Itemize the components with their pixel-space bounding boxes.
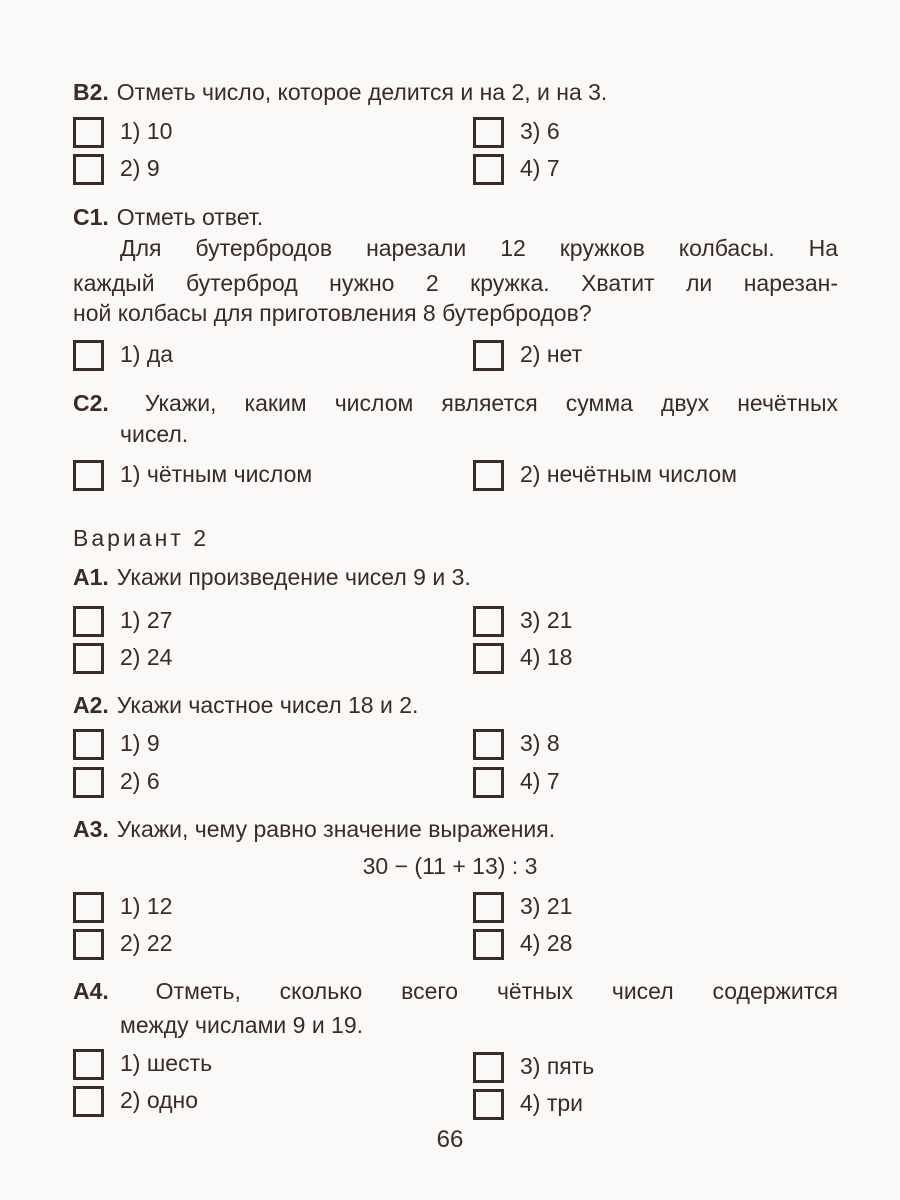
question-label: А4. [73,978,109,1004]
option-label: 3) пять [520,1053,595,1079]
option-label: 1) 27 [120,607,173,633]
checkbox-icon[interactable] [473,1052,504,1083]
checkbox-icon[interactable] [473,892,504,923]
option-label: 4) 7 [520,155,560,181]
problem-text-line: ной колбасы для приготовления 8 бутербродов? [73,300,592,326]
question-text: Укажи, чему равно значение выражения. [116,816,556,842]
checkbox-icon[interactable] [73,729,104,760]
option-label: 1) шесть [120,1050,213,1076]
checkbox-icon[interactable] [73,1086,104,1117]
checkbox-icon[interactable] [473,729,504,760]
question-a1 [73,562,471,592]
question-text-cont: чисел. [120,421,189,447]
option-label: 1) чётным числом [120,461,313,487]
question-label: А2. [73,692,109,718]
checkbox-icon[interactable] [73,643,104,674]
variant-heading: Вариант 2 [73,525,209,551]
option-label: 3) 8 [520,730,560,756]
option-label: 4) 28 [520,930,573,956]
problem-text-line: Для бутербродов нарезали 12 кружков колбасы. На [120,235,838,261]
page-number: 66 [436,1126,464,1153]
math-expression: 30 − (11 + 13) : 3 [362,853,538,879]
option-label: 1) 9 [120,730,160,756]
question-text-cont: между числами 9 и 19. [120,1012,364,1038]
checkbox-icon[interactable] [73,460,104,491]
checkbox-icon[interactable] [73,117,104,148]
question-label: В2. [73,79,109,105]
question-text: Отметь число, которое делится и на 2, и на 3. [116,79,608,105]
option-label: 2) нет [520,341,583,367]
question-label: А1. [73,564,109,590]
question-a4 [73,976,838,1006]
problem-text-line: каждый бутерброд нужно 2 кружка. Хватит ли нарезан- [73,270,838,296]
option-label: 2) одно [120,1087,199,1113]
checkbox-icon[interactable] [473,154,504,185]
option-label: 4) 7 [520,768,560,794]
option-label: 1) 10 [120,118,173,144]
checkbox-icon[interactable] [73,154,104,185]
question-text: Отметь, сколько всего чётных чисел содержится [155,978,838,1004]
checkbox-icon[interactable] [473,606,504,637]
question-b2 [73,77,607,107]
checkbox-icon[interactable] [473,340,504,371]
checkbox-icon[interactable] [473,767,504,798]
checkbox-icon[interactable] [73,892,104,923]
checkbox-icon[interactable] [73,929,104,960]
question-c2 [73,388,838,418]
option-label: 2) 9 [120,155,160,181]
question-label: С2. [73,390,109,416]
option-label: 3) 21 [520,893,573,919]
checkbox-icon[interactable] [73,1049,104,1080]
question-label: А3. [73,816,109,842]
question-a3 [73,814,555,844]
checkbox-icon[interactable] [73,767,104,798]
option-label: 1) 12 [120,893,173,919]
checkbox-icon[interactable] [473,643,504,674]
option-label: 4) три [520,1090,584,1116]
option-label: 2) 24 [120,644,173,670]
question-text: Отметь ответ. [116,204,264,230]
question-text: Укажи произведение чисел 9 и 3. [116,564,471,590]
question-text: Укажи частное чисел 18 и 2. [116,692,419,718]
checkbox-icon[interactable] [473,460,504,491]
checkbox-icon[interactable] [473,929,504,960]
option-label: 1) да [120,341,174,367]
question-a2 [73,690,418,720]
option-label: 2) 6 [120,768,160,794]
checkbox-icon[interactable] [73,606,104,637]
option-label: 4) 18 [520,644,573,670]
question-c1 [73,202,263,232]
checkbox-icon[interactable] [473,117,504,148]
checkbox-icon[interactable] [73,340,104,371]
option-label: 3) 6 [520,118,560,144]
question-label: С1. [73,204,109,230]
option-label: 3) 21 [520,607,573,633]
option-label: 2) 22 [120,930,173,956]
option-label: 2) нечётным числом [520,461,737,487]
checkbox-icon[interactable] [473,1089,504,1120]
question-text: Укажи, каким числом является сумма двух нечётных [144,390,838,416]
